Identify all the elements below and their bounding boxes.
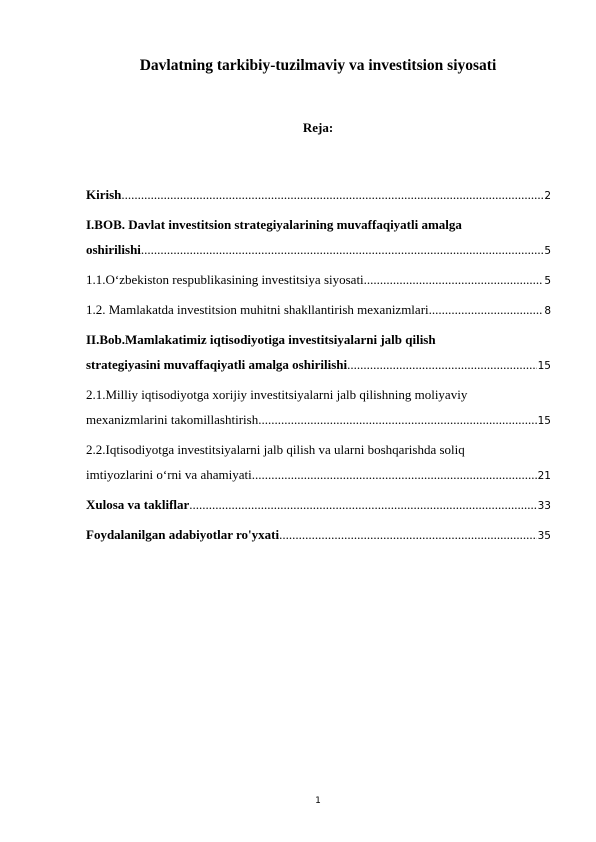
toc-entry-title: Xulosa va takliflar (86, 497, 190, 512)
toc-entry (86, 212, 551, 264)
toc-entry (86, 267, 551, 294)
toc-entry-line (86, 237, 551, 264)
toc-page-number: 35 (537, 530, 551, 542)
toc-entry-title-line2: oshirilishi (86, 242, 141, 257)
toc-dot-leader (258, 407, 536, 432)
toc-dot-leader (364, 267, 544, 292)
toc-entry-title: 1.2. Mamlakatda investitsion muhitni shakllantirish mexanizmlari (86, 302, 429, 317)
table-of-contents (86, 182, 551, 552)
toc-page-number: 5 (544, 275, 551, 287)
toc-entry-title-line2: strategiyasini muvaffaqiyatli amalga oshirilishi (86, 357, 348, 372)
toc-page-number: 21 (537, 470, 551, 482)
toc-entry-line (86, 297, 551, 324)
toc-dot-leader (189, 492, 536, 517)
toc-dot-leader (252, 462, 537, 487)
toc-entry-title-line2: imtiyozlarini o‘rni va ahamiyati (86, 467, 252, 482)
toc-page-number: 8 (544, 305, 551, 317)
toc-dot-leader (141, 237, 543, 262)
toc-entry-line (86, 522, 551, 549)
toc-entry (86, 492, 551, 519)
toc-page-number: 15 (537, 360, 551, 372)
toc-entry-line (86, 267, 551, 294)
toc-entry-title: Foydalanilgan adabiyotlar ro'yxati (86, 527, 280, 542)
toc-entry (86, 382, 551, 434)
toc-entry-title: Kirish (86, 187, 122, 202)
toc-entry (86, 327, 551, 379)
toc-entry-title-line1: 2.2.Iqtisodiyotga investitsiyalarni jalb qilish va ularni boshqarishda soliq (86, 442, 465, 457)
toc-page-number: 15 (537, 415, 551, 427)
toc-entry-title-line2: mexanizmlarini takomillashtirish (86, 412, 259, 427)
toc-entry-line (86, 352, 551, 379)
document-title: Davlatning tarkibiy-tuzilmaviy va investitsion siyosati (139, 57, 497, 74)
plan-heading: Reja: (302, 120, 334, 135)
toc-dot-leader (347, 352, 537, 377)
toc-dot-leader (279, 522, 537, 547)
page-number: 1 (315, 796, 321, 806)
toc-entry-line (86, 462, 551, 489)
toc-page-number: 33 (537, 500, 551, 512)
toc-entry (86, 297, 551, 324)
toc-entry (86, 437, 551, 489)
toc-page-number: 2 (544, 190, 551, 202)
toc-entry-title-line1: 2.1.Milliy iqtisodiyotga xorijiy investitsiyalarni jalb qilishning moliyaviy (86, 387, 468, 402)
toc-entry-line (86, 407, 551, 434)
toc-entry-line (86, 182, 551, 209)
toc-dot-leader (429, 297, 544, 322)
toc-entry-line (86, 492, 551, 519)
toc-entry-title: 1.1.O‘zbekiston respublikasining investitsiya siyosati (86, 272, 364, 287)
toc-dot-leader (121, 182, 543, 207)
toc-page-number: 5 (544, 245, 551, 257)
toc-entry-title-line1: II.Bob.Mamlakatimiz iqtisodiyotiga investitsiyalarni jalb qilish (86, 332, 436, 347)
toc-entry (86, 522, 551, 549)
toc-entry-title-line1: I.BOB. Davlat investitsion strategiyalarining muvaffaqiyatli amalga (86, 217, 462, 232)
toc-entry (86, 182, 551, 209)
